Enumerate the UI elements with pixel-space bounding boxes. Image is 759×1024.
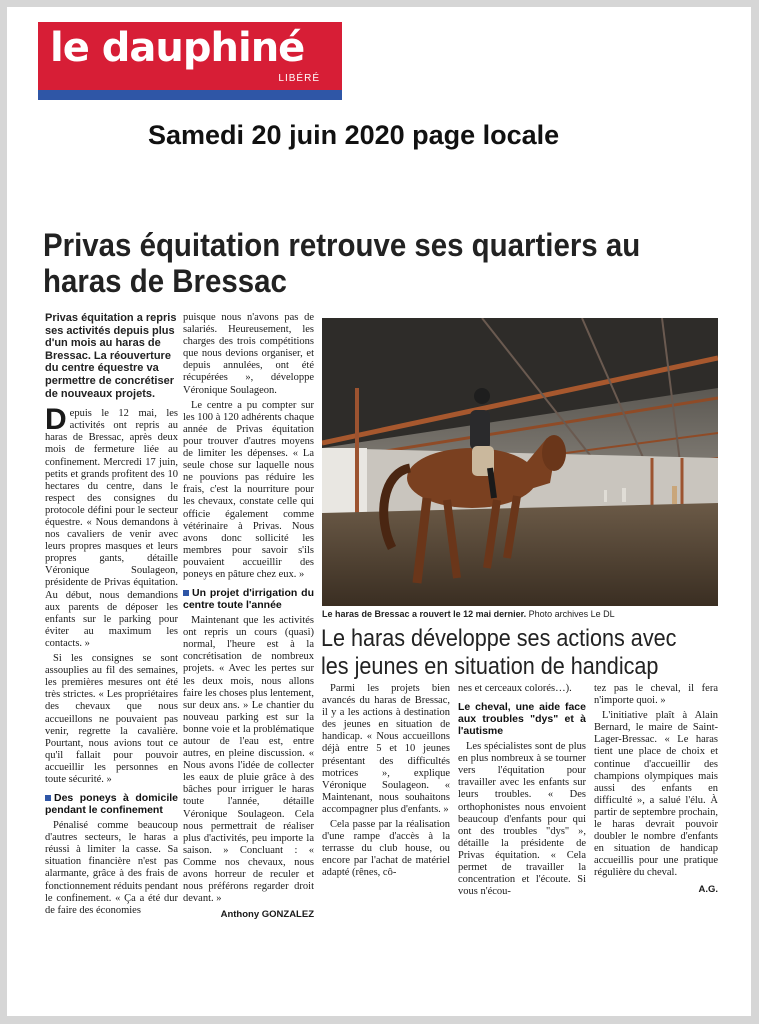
column-3 (322, 683, 450, 883)
paragraph: tez pas le cheval, il fera n'importe quoi. » (594, 683, 718, 707)
paragraph: Si les consignes se sont assouplies au fil des semaines, les premières mesures ont été très strictes. « Les propriétaires des chevaux que nous accueillons ne pouvaient pas venir, regrette la cavalière. Pourtant, nous avions tout ce qu'il fallait pour pouvoir accueillir les personnes en toute sécurité. » (45, 653, 178, 785)
paragraph (45, 403, 178, 650)
column-5 (594, 683, 718, 896)
paragraph: Les spécialistes sont de plus en plus nombreux à se tourner vers l'équitation pour travailler avec les enfants sur leurs troubles. « Des orthophonistes nous envoient beaucoup d'enfants pour qui ont des troubles "dys" », détaille la présidente de Privas équitation. « Cela permet de travailler la concentration et l'écoute. Si vous n'écou- (458, 741, 586, 898)
paragraph: Parmi les projets bien avancés du haras de Bressac, il y a les actions à destination des jeunes en situation de handicap. « Nous accueillons déjà entre 5 et 10 jeunes présentant des difficultés motrices », explique Véronique Soulageon. « Maintenant, nous souhaitons accompagner plus d'enfants. » (322, 683, 450, 815)
article-photo (322, 318, 718, 606)
article-headline: Privas équitation retrouve ses quartiers au haras de Bressac (43, 227, 641, 299)
logo-blue-bar (38, 90, 342, 100)
drop-cap: D (45, 403, 67, 437)
newspaper-clipping (7, 7, 751, 1016)
horse-rider-arena-photo (322, 318, 718, 606)
paragraph: L'initiative plaît à Alain Bernard, le maire de Saint-Lager-Bressac. « Le haras tient une place de choix et continue d'accueillir des champions olympiques mais aussi des enfants en difficulté », a salué l'élu. À partir de septembre prochain, le haras devrait pouvoir doubler le nombre d'enfants en situation de handicap accueillis pour une pratique régulière du cheval. (594, 710, 718, 879)
column-4 (458, 683, 586, 901)
subheading (183, 587, 314, 611)
bullet-square-icon (45, 795, 51, 801)
caption-text: Le haras de Bressac a rouvert le 12 mai dernier. (322, 609, 527, 619)
subheading-text: Un projet d'irrigation du centre toute l'année (183, 587, 314, 612)
subheading-text: Des poneys à domicile pendant le confinement (45, 792, 178, 817)
bullet-square-icon (183, 590, 189, 596)
article-lead: Privas équitation a repris ses activités depuis plus d'un mois au haras de Bressac. La réouverture du centre équestre va permettre de concrétiser de nouveaux projets. (45, 312, 177, 400)
paragraph: Pénalisé comme beaucoup d'autres secteurs, le haras a réussi à limiter la casse. Sa situation financière n'est pas alarmante, grâce à des frais de fonctionnement réduits pendant le confinement. « Ça a été dur de faire des économies (45, 820, 178, 916)
dateline: Samedi 20 juin 2020 page locale (148, 120, 560, 150)
subheading (45, 792, 178, 816)
subheading: Le cheval, une aide face aux troubles "dys" et à l'autisme (458, 701, 586, 738)
secondary-headline: Le haras développe ses actions avec les jeunes en situation de handicap (321, 625, 677, 680)
column-2 (183, 312, 314, 921)
logo-subtitle: LIBÉRÉ (278, 73, 320, 84)
photo-caption (322, 609, 722, 619)
paragraph-text: epuis le 12 mai, les activités ont repris au haras de Bressac, après deux mois de fermeture liée au confinement. Mercredi 17 juin, petits et grands profitent des 10 hectares du centre, dans le respect des consignes du protocole défini pour le secteur équestre. « Nous demandons à nos cavaliers de venir avec leurs propres masques et leurs propres gants, détaille Véronique Soulageon, présidente de Privas équitation. Au début, nous demandions aux parents de déposer les enfants sur le parking pour éviter au maximum les contacts. » (45, 408, 178, 649)
paragraph: Cela passe par la réalisation d'une rampe d'accès à la terrasse du club house, ou encore par l'achat de matériel adapté (rênes, cô- (322, 819, 450, 879)
paragraph: puisque nous n'avons pas de salariés. Heureusement, les charges des trois compétitions que nous devions organiser, et depuis annulées, ont été récupérées », développe Véronique Soulageon. (183, 312, 314, 396)
author-signature: Anthony GONZALEZ (220, 909, 314, 921)
paragraph: Maintenant que les activités ont repris un cours (quasi) normal, l'heure est à la concrétisation de nombreux projets. « Avec les pertes sur les deux mois, nous allons faire les choses plus lentement, sur deux ans. » Le chantier du nouveau parking est sur la bonne voie et la problématique autour de l'eau est, entre autres, en pleine discussion. « Nous avons l'idée de collecter les eaux de pluie grâce à des bâches pour irriguer le haras toute l'année, détaille Véronique Soulageon. Cela nous permettrait de réaliser plus d'activités, peu importe la saison. » Concluant : « Comme nos chevaux, nous avons horreur de reculer et nous préférons regarder droit devant. » (183, 615, 314, 905)
newspaper-logo (38, 22, 342, 100)
paragraph: Le centre a pu compter sur les 100 à 120 adhérents chaque année de Privas équitation pour trouver d'autres moyens de limiter les dépenses. « La seule chose sur laquelle nous ne pouvions pas réduire les frais, c'est la nourriture pour les chevaux, constate celle qui officie également comme vétérinaire à Privas. Nous avons donc sollicité les membres pour savoir s'ils pouvaient accueillir des poneys en pâture chez eux. » (183, 399, 314, 580)
author-signature: A.G. (698, 883, 718, 895)
logo-name: le dauphiné (50, 25, 305, 71)
photo-credit: Photo archives Le DL (526, 609, 615, 619)
column-1 (45, 312, 178, 920)
paragraph: nes et cerceaux colorés…). (458, 683, 572, 694)
